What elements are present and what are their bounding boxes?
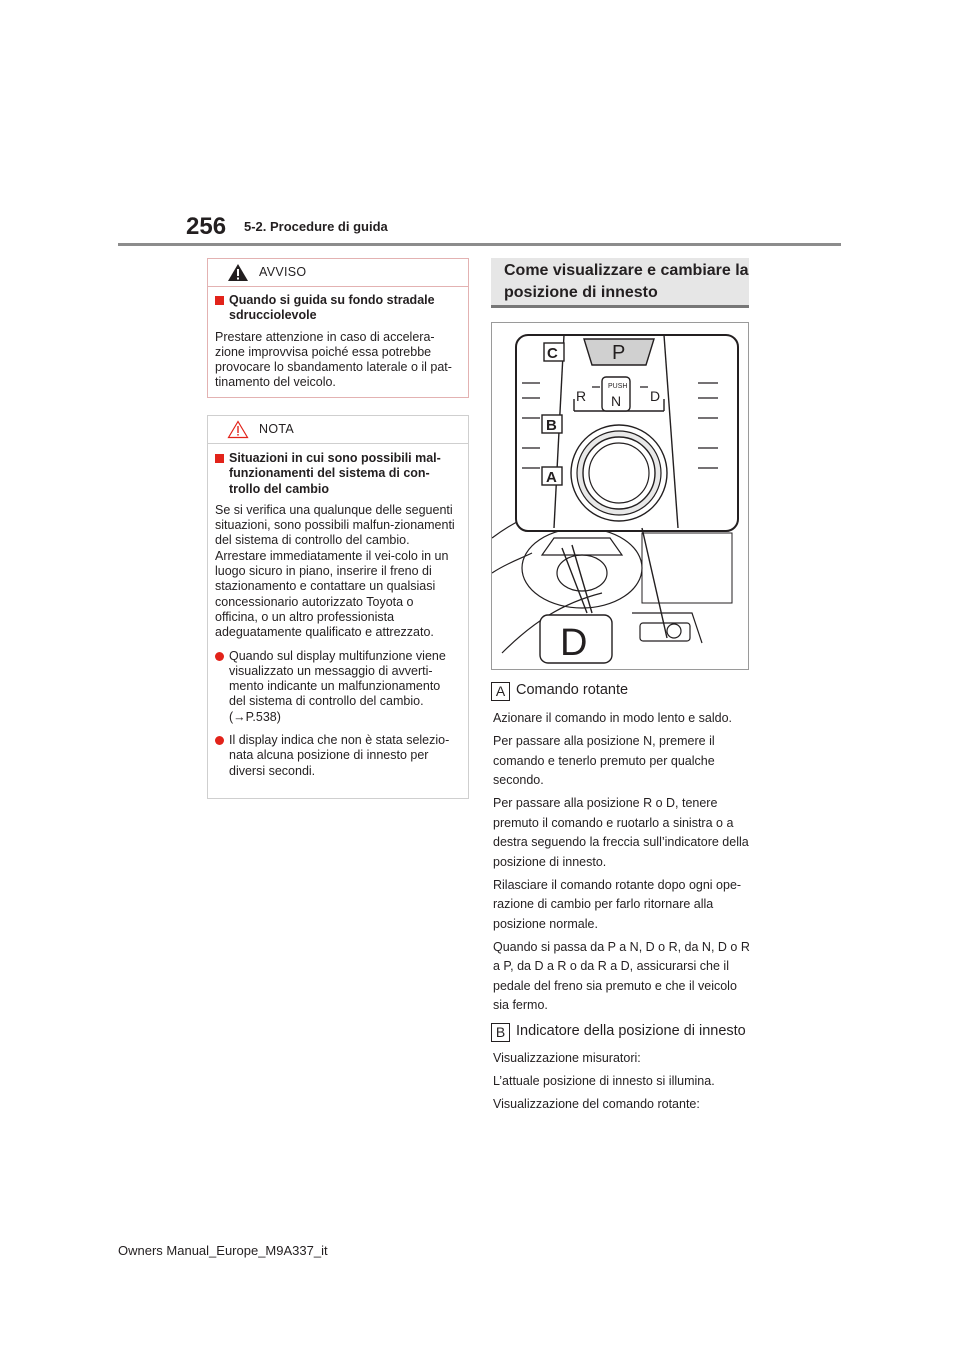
callout-d: D xyxy=(560,622,588,664)
note-bullet: Il display indica che non è stata selezio-nata alcuna posizione di innesto per diversi secondi. xyxy=(215,733,458,779)
callout-a: A xyxy=(546,469,557,486)
circle-bullet-icon xyxy=(215,652,224,661)
neutral-label: N xyxy=(611,393,622,409)
note-heading: Situazioni in cui sono possibili mal-funzionamenti del sistema di con-trollo del cambio xyxy=(215,451,458,497)
letter-a-box: A xyxy=(491,682,510,701)
warning-item-heading: Quando si guida su fondo stradale sdrucciolevole xyxy=(215,293,458,324)
circle-bullet-icon xyxy=(215,736,224,745)
note-title: NOTA xyxy=(259,422,294,436)
park-label: P xyxy=(612,342,626,364)
item-a-title: A Comando rotante xyxy=(491,682,628,701)
warning-title: AVVISO xyxy=(259,265,307,279)
note-bullet: Quando sul display multifunzione viene visualizzato un messaggio di avverti-mento indicante un malfunzionamento del sistema di controllo del cambio. (→P.538) xyxy=(215,649,458,725)
item-b-title: B Indicatore della posizione di innesto xyxy=(491,1023,746,1042)
warning-triangle-icon xyxy=(227,263,249,282)
section-title: 5-2. Procedure di guida xyxy=(244,219,388,234)
letter-b-box: B xyxy=(491,1023,510,1042)
note-box xyxy=(207,415,469,799)
push-label: PUSH xyxy=(608,383,628,390)
footer-text: Owners Manual_Europe_M9A337_it xyxy=(118,1243,328,1258)
shifter-drawing xyxy=(492,323,748,669)
item-a-description: Azionare il comando in modo lento e saldo. Per passare alla posizione N, premere il comando e tenerlo premuto per qualche secondo. Per passare alla posizione R o D, tenere premuto il comando e ruotarlo a sinistra o a destra seguendo la freccia sull’indicatore della posizione di innesto. Rilasciare il comando rotante dopo ogni ope-razione di cambio per farlo ritornare alla posizione normale. Quando si passa da P a N, D o R, da N, D o R a P, da D a R o da R a D, assicurarsi che il pedale del freno sia premuto e che il veicolo sia fermo. xyxy=(493,711,750,1012)
drive-label: D xyxy=(650,388,661,404)
note-box-header xyxy=(208,416,468,444)
caution-triangle-icon xyxy=(227,420,249,439)
square-bullet-icon xyxy=(215,296,224,305)
square-bullet-icon xyxy=(215,454,224,463)
main-heading: Come visualizzare e cambiare la posizione di innesto xyxy=(491,258,749,308)
header-rule xyxy=(118,243,841,246)
item-b-description: Visualizzazione misuratori: L’attuale posizione di innesto si illumina. Visualizzazione del comando rotante: xyxy=(493,1051,715,1111)
note-text: Se si verifica una qualunque delle seguenti situazioni, sono possibili malfun-zionamenti del sistema di controllo del cambio. Arrestare immediatamente il vei-colo in un luogo sicuro in piano, inserire il freno di stazionamento e contattare un qualsiasi concessionario autorizzato Toyota o officina, o un altro professionista adeguatamente qualificato e attrezzato. xyxy=(215,502,455,640)
warning-box xyxy=(207,258,469,398)
warning-box-header xyxy=(208,259,468,287)
warning-item-text: Prestare attenzione in caso di accelera-zione improvvisa poiché essa potrebbe provocare lo sbandamento laterale o il pat-tinamento del veicolo. xyxy=(215,329,452,390)
shifter-illustration xyxy=(491,322,749,670)
callout-b: B xyxy=(546,417,557,434)
callout-c: C xyxy=(547,345,558,362)
page-number: 256 xyxy=(186,213,227,240)
reverse-label: R xyxy=(576,388,587,404)
